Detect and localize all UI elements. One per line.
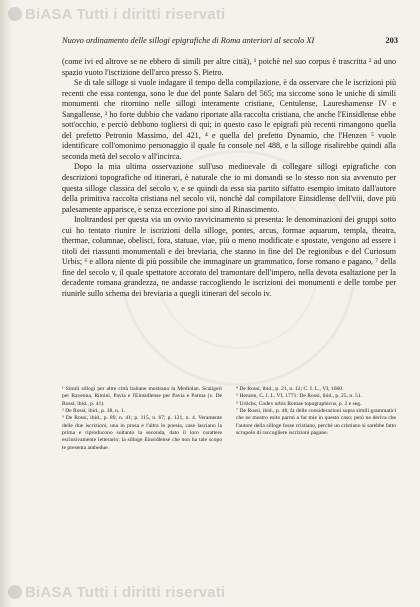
- footnote: ¹ Simili sillogi per altre città italiane mostrano la Mediolan. Scaligeri per Ravenna, Rimini, Pavia e l'Einsidlense per Pavia e Parma (v. De Rossi, ibid., p. 41).: [62, 386, 222, 407]
- running-title: Nuovo ordinamento delle sillogi epigrafiche di Roma anteriori al secolo XI: [62, 36, 315, 45]
- footnote: ³ De Rossi, ibid., p. 89, n. 41; p. 115, n. 67; p. 121, n. 4. Veramente delle due iscrizioni, una in prosa e l'altra in poesia, case lasciano la prima e riproducono soltanto la seconda, dato il loro carattere esclusivamente letterario; la silloge Einsidlense che non ha tale scopo le presenta ambedue.: [62, 415, 222, 451]
- book-spine-shadow: [0, 0, 14, 607]
- biasa-logo-icon: [8, 585, 22, 599]
- running-header: [62, 36, 398, 45]
- biasa-logo-icon: [8, 7, 22, 21]
- paragraph: Se di tale silloge si vuole indagare il tempo della compilazione, è da osservare che le iscrizioni più recenti che essa contenga, sono le due del ponte Salaro del 565; ma siccome sono le uniche di simili monumenti che ritornino nelle sillogi interamente cristiane, Centulense, Laureshamense IV e Sangallense, ³ ho forte dubbio che vadano riportate alla raccolta cristiana, che anche l'Einsidlense ebbe sott'occhio, e perciò debbono togliersi di qui; in questo caso le epigrafi più recenti rimangono quella del prefetto Petronio Massimo, del 421, ⁴ e quella del prefetto Dynamio, che l'Henzen ⁵ vuole identificare coll'omonimo personaggio il quale fu console nel 488, e la silloge risalirebbe quindi alla seconda metà del secolo v all'incirca.: [62, 78, 396, 161]
- body-text: [62, 57, 396, 300]
- watermark-bottom: BiASA Tutti i diritti riservati: [8, 584, 225, 601]
- footnote: ⁷ De Rossi, ibid., p. 48, fa delle considerazioni sopra simili grammatici che ne mostro esito parmi a far mie in questo caso; però ne deriva che l'autore della silloge fosse cristiano, perchè un cristiano si sarebbe fatto scrupolo di raccogliere iscrizioni pagane.: [236, 408, 396, 437]
- footnote: ² De Rossi, ibid., p. 38, n. 1.: [62, 408, 125, 415]
- page-number: 203: [385, 36, 398, 45]
- footnotes-left-column: [62, 386, 222, 452]
- paragraph: (come ivi ed altrove se ne ebbero di simili per altre città), ¹ poichè nel suo corpus è trascritta ² ad uno spazio vuoto l'iscrizione dell'arco presso S. Pietro.: [62, 57, 396, 77]
- footnote: ⁶ Urlichs, Codex urbis Romae topographicus, p. 2 e seg.: [236, 400, 362, 407]
- footnote: ⁴ De Rossi, ibid., p. 21, n. 12; C. I. L., VI, 1660.: [236, 386, 344, 392]
- footnote: ⁵ Henzen, C. I. L. VI, 1771: De Rossi, ibid., p. 25, n. 51.: [236, 393, 362, 400]
- paragraph: Inoltrandosi per questa via un ovvio ravvicinamento si presenta: le denominazioni dei gruppi sotto cui ho tentato riunire le iscrizioni della silloge, pontes, arcus, formae aquarum, templa, theatra, thermae, columnae, obelisci, fora, statuae, viae, più o meno modificate e spostate, vengono ad essere i titoli dei riassunti monumentali e dei breviaria, che stanno in fine del De regionibus e del Curiosum Urbis; ⁶ e allora niente di più possibile che immaginare un grammatico, forse romano e pagano, ⁷ della fine del secolo v, il quale spettatore accorato del tramontare dell'impero, nella devota esaltazione per la decadente romana grandezza, ne andasse raccogliendo le iscrizioni dei monumenti e delle tombe per riunirle sullo schema dei breviaria a quegli itinerari del secolo iv.: [62, 215, 396, 299]
- watermark-top: BiASA Tutti i diritti riservati: [8, 6, 225, 23]
- footnotes-right-column: [236, 386, 396, 437]
- paragraph: Dopo la mia ultima osservazione sull'uso medioevale di collegare sillogi epigrafiche con descrizioni topografiche od itinerari, è naturale che io mi domandi se lo stesso non sia avvenuto per questa silloge classica del secolo v, e se quindi da essa sia partito siffatto esempio imitato dall'autore della primitiva raccolta cristiana nel secolo vii, nonchè dal compilatore Einsidlense dell'viii, dove più palesamente apparisce, e senza eccezione poi sino al Rinascimento.: [62, 162, 396, 214]
